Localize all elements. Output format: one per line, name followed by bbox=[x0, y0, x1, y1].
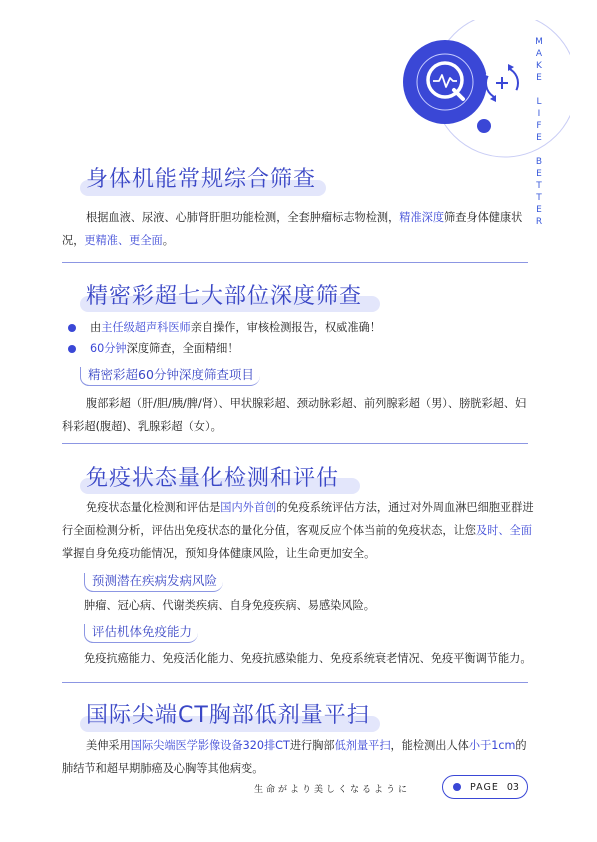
page-indicator bbox=[442, 775, 528, 799]
page-number: 03 bbox=[506, 781, 519, 793]
section-title-basic-screening: 身体机能常规综合筛查 bbox=[86, 167, 317, 192]
section-divider bbox=[62, 262, 528, 263]
immune-risk-text: 肿瘤、冠心病、代谢类疾病、自身免疫疾病、易感染风险。 bbox=[84, 599, 375, 612]
page-dot-icon bbox=[453, 783, 461, 791]
immune-risk-subtitle: 预测潜在疾病发病风险 bbox=[84, 571, 223, 592]
ultrasound-subtitle: 精密彩超60分钟深度筛查项目 bbox=[80, 365, 260, 386]
section-title-immune: 免疫状态量化检测和评估 bbox=[86, 466, 340, 491]
section-divider bbox=[62, 443, 528, 444]
footer-tagline: 生命がより美しくなるように bbox=[254, 785, 411, 795]
vertical-tagline: M A K E L I F E B E T T E R bbox=[535, 37, 543, 227]
immune-text: 免疫状态量化检测和评估是国内外首创的免疫系统评估方法，通过对外周血淋巴细胞亚群进行全面检测分析，评估出免疫状态的量化分值，客观反应个体当前的免疫状态，让您及时、全面掌握自身免疫功能情况，预知身体健康风险，让生命更加安全。 bbox=[62, 501, 534, 560]
ct-text: 美伸采用国际尖端医学影像设备320排CT进行胸部低剂量平扫，能检测出人体小于1cm的肺结节和超早期肺癌及心胸等其他病变。 bbox=[62, 739, 527, 775]
bullet-item: 由主任级超声科医师亲自操作，审核检测报告，权威准确！ bbox=[90, 321, 381, 334]
section-title-ct: 国际尖端CT胸部低剂量平扫 bbox=[86, 703, 370, 728]
immune-capacity-subtitle: 评估机体免疫能力 bbox=[84, 622, 198, 643]
section-divider bbox=[62, 682, 528, 683]
immune-capacity-text: 免疫抗癌能力、免疫活化能力、免疫抗感染能力、免疫系统衰老情况、免疫平衡调节能力。 bbox=[84, 652, 532, 665]
bullet-dot bbox=[68, 324, 76, 332]
basic-screening-text: 根据血液、尿液、心肺肾肝胆功能检测，全套肿瘤标志物检测，精准深度筛查身体健康状况，更精准、更全面。 bbox=[62, 211, 523, 247]
page-label: PAGE bbox=[470, 781, 499, 793]
bullet-item: 60分钟深度筛查，全面精细！ bbox=[90, 342, 239, 355]
section-title-ultrasound: 精密彩超七大部位深度筛查 bbox=[86, 284, 363, 309]
ultrasound-items-text: 腹部彩超（肝/胆/胰/脾/肾）、甲状腺彩超、颈动脉彩超、前列腺彩超（男）、膀胱彩超、妇科彩超(腹超)、乳腺彩超（女）。 bbox=[62, 397, 527, 433]
bullet-dot bbox=[68, 345, 76, 353]
